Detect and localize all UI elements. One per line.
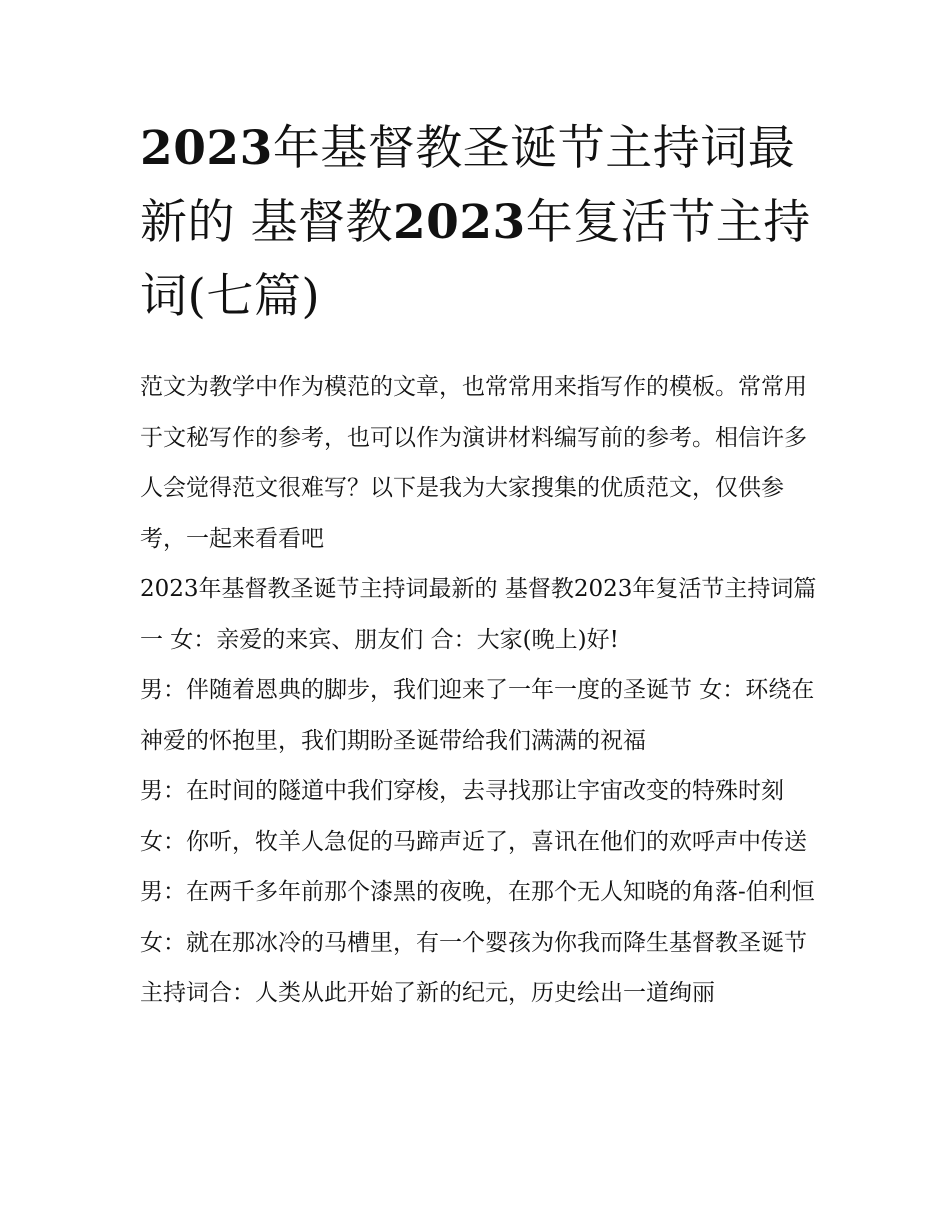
title-part-2: 年复活节主持词(七篇)	[140, 195, 811, 324]
body-paragraph: 2023年基督教圣诞节主持词最新的 基督教2023年复活节主持词篇一 女：亲爱的来宾、朋友们 合：大家(晚上)好!	[140, 576, 817, 653]
document-title	[140, 112, 820, 334]
document-page	[140, 112, 820, 1019]
title-year-1: 2023	[140, 121, 273, 176]
body-paragraph: 男：伴随着恩典的脚步，我们迎来了一年一度的圣诞节 女：环绕在神爱的怀抱里，我们期盼圣诞带给我们满满的祝福	[140, 677, 815, 754]
intro-paragraph: 范文为教学中作为模范的文章，也常常用来指写作的模板。常常用于文秘写作的参考，也可以作为演讲材料编写前的参考。相信许多人会觉得范文很难写？以下是我为大家搜集的优质范文，仅供参考，一起来看看吧	[140, 374, 807, 552]
title-part-1: 年基督教圣诞节主持词最新的 基督教	[140, 121, 796, 250]
document-body	[140, 362, 820, 1019]
title-year-2: 2023	[392, 195, 526, 250]
body-paragraph: 男：在时间的隧道中我们穿梭，去寻找那让宇宙改变的特殊时刻 女：你听，牧羊人急促的马蹄声近了，喜讯在他们的欢呼声中传送	[140, 778, 807, 855]
body-paragraph: 男：在两千多年前那个漆黑的夜晚，在那个无人知晓的角落-伯利恒	[140, 879, 815, 905]
body-paragraph: 女：就在那冰冷的马槽里，有一个婴孩为你我而降生基督教圣诞节主持词合：人类从此开始了新的纪元，历史绘出一道绚丽	[140, 929, 807, 1006]
